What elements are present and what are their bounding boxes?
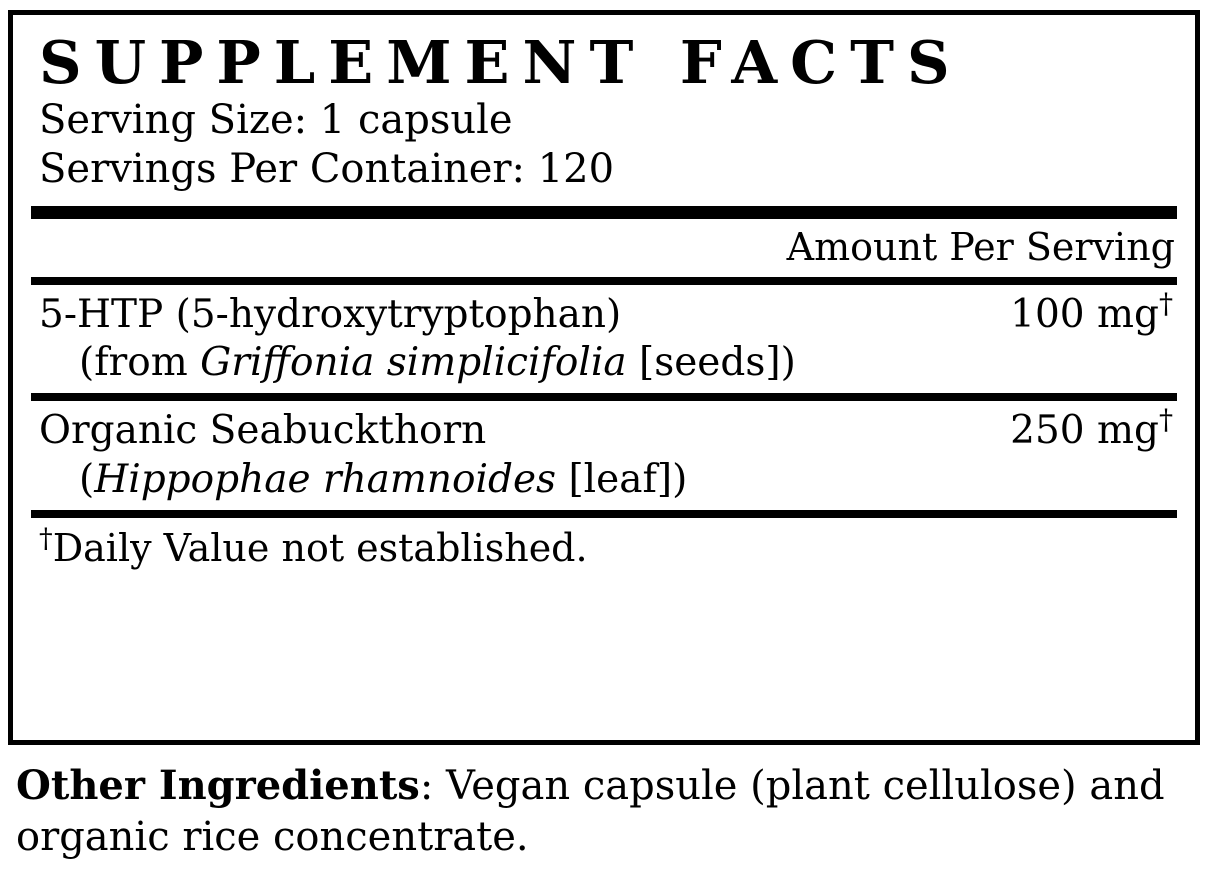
nutrient-row bbox=[31, 401, 1177, 509]
nutrient-source bbox=[79, 453, 1177, 504]
amount-per-serving-label: Amount Per Serving bbox=[786, 224, 1175, 269]
nutrient-source-botanical: Hippophae rhamnoides bbox=[94, 456, 557, 502]
footnote-text: Daily Value not established. bbox=[52, 525, 588, 570]
nutrient-source-prefix: ( bbox=[79, 456, 95, 502]
servings-per-container: Servings Per Container: 120 bbox=[39, 145, 615, 192]
daily-value-footnote bbox=[39, 518, 1177, 572]
nutrient-source-suffix: [leaf]) bbox=[556, 456, 688, 502]
nutrient-source-botanical: Griffonia simplicifolia bbox=[200, 340, 627, 386]
nutrient-source bbox=[79, 336, 1177, 387]
nutrient-amount bbox=[1010, 286, 1173, 337]
other-ingredients bbox=[16, 760, 1196, 863]
supplement-facts-panel bbox=[8, 10, 1200, 745]
nutrient-source-prefix: (from bbox=[79, 340, 201, 386]
serving-size: Serving Size: 1 capsule bbox=[39, 97, 513, 143]
divider-med-1 bbox=[31, 277, 1177, 285]
divider-thick-top bbox=[31, 206, 1177, 219]
divider-med-2 bbox=[31, 393, 1177, 401]
amount-per-serving-header bbox=[31, 219, 1177, 277]
other-ingredients-label: Other Ingredients bbox=[16, 762, 420, 809]
nutrient-row bbox=[31, 285, 1177, 393]
nutrient-amount-dagger: † bbox=[1158, 403, 1173, 437]
nutrient-amount-dagger: † bbox=[1158, 286, 1173, 320]
nutrient-amount bbox=[1010, 403, 1173, 454]
nutrient-source-suffix: [seeds]) bbox=[626, 340, 796, 386]
other-ingredients-text: : Vegan capsule (plant cellulose) and organic rice concentrate. bbox=[16, 763, 1165, 861]
nutrient-name: Organic Seabuckthorn bbox=[39, 408, 487, 454]
nutrient-amount-value: 100 mg bbox=[1010, 291, 1159, 337]
nutrient-name: 5-HTP (5-hydroxytryptophan) bbox=[39, 291, 622, 337]
footnote-dagger: † bbox=[39, 522, 53, 554]
divider-med-3 bbox=[31, 510, 1177, 518]
panel-title: SUPPLEMENT FACTS bbox=[39, 28, 963, 97]
nutrient-amount-value: 250 mg bbox=[1010, 408, 1159, 454]
